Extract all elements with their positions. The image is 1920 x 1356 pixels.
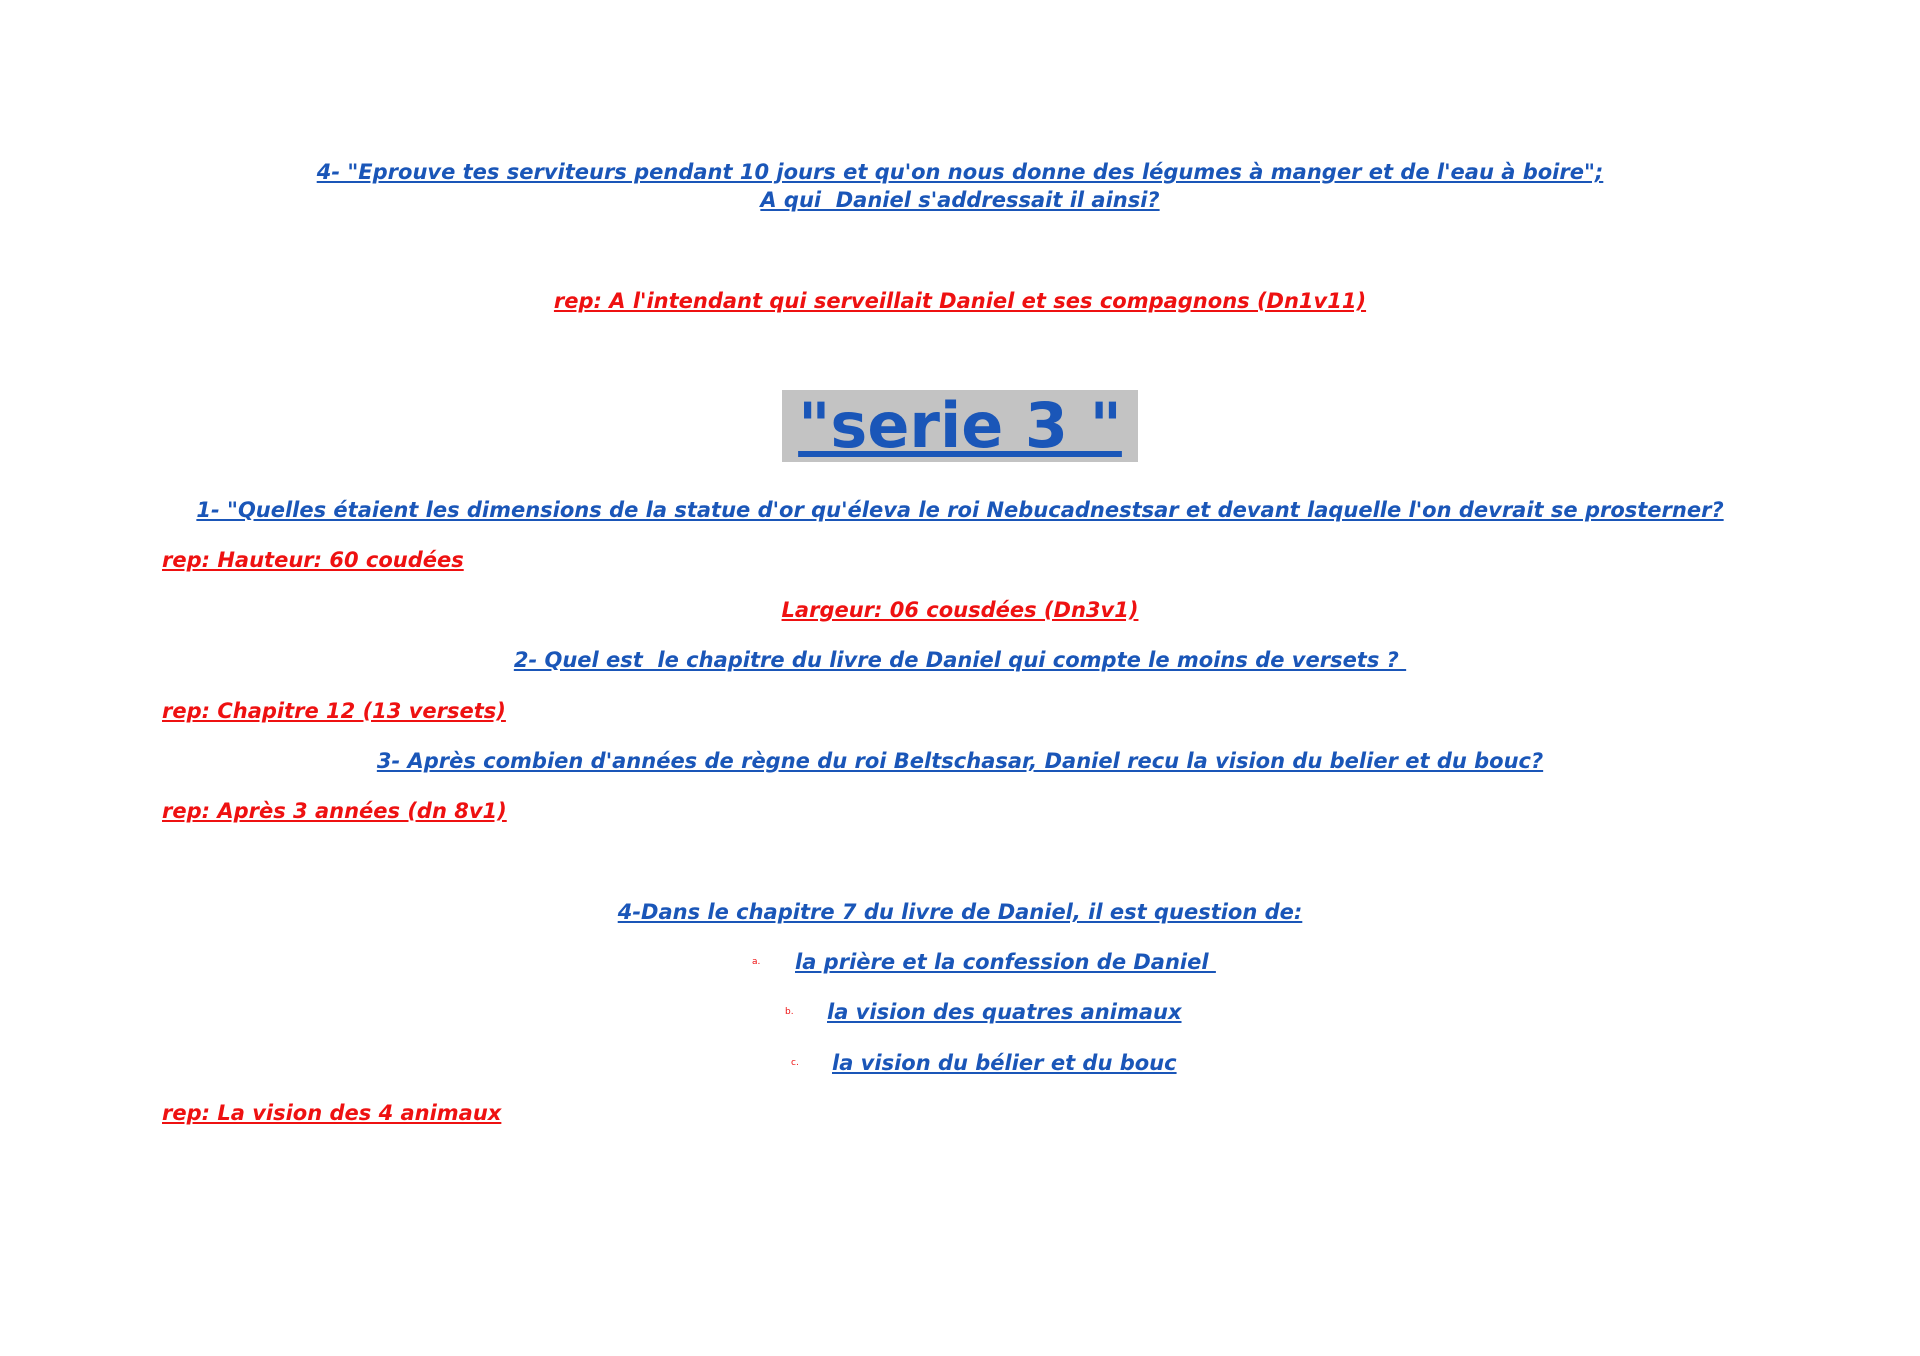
- answer-1-height: rep: Hauteur: 60 coudées: [162, 548, 464, 572]
- question-3: 3- Après combien d'années de règne du roi Beltschasar, Daniel recu la vision du belier et du bouc?: [376, 749, 1544, 773]
- previous-question-4-line-2: A qui Daniel s'addressait il ainsi?: [760, 188, 1160, 212]
- option-text: la vision du bélier et du bouc: [832, 1051, 1177, 1075]
- answer-2: rep: Chapitre 12 (13 versets): [162, 699, 506, 723]
- option-text: la vision des quatres animaux: [827, 1000, 1182, 1024]
- answer-4: rep: La vision des 4 animaux: [162, 1101, 502, 1125]
- previous-answer-4: rep: A l'intendant qui serveillait Daniel et ses compagnons (Dn1v11): [553, 289, 1367, 313]
- question-1: 1- "Quelles étaient les dimensions de la statue d'or qu'éleva le roi Nebucadnestsar et devant laquelle l'on devrait se prosterner?: [196, 498, 1724, 522]
- option-text: la prière et la confession de Daniel: [795, 950, 1216, 974]
- option-marker: a.: [752, 957, 761, 967]
- answer-3: rep: Après 3 années (dn 8v1): [162, 799, 507, 823]
- answer-1-width: Largeur: 06 cousdées (Dn3v1): [781, 598, 1139, 622]
- series-title: "serie 3 ": [782, 390, 1138, 462]
- question-2: 2- Quel est le chapitre du livre de Daniel qui compte le moins de versets ?: [513, 648, 1407, 672]
- question-4: 4-Dans le chapitre 7 du livre de Daniel, il est question de:: [617, 900, 1303, 924]
- option-marker: b.: [785, 1007, 794, 1017]
- option-marker: c.: [791, 1058, 799, 1068]
- previous-question-4-line-1: 4- "Eprouve tes serviteurs pendant 10 jours et qu'on nous donne des légumes à manger et de l'eau à boire";: [316, 160, 1604, 184]
